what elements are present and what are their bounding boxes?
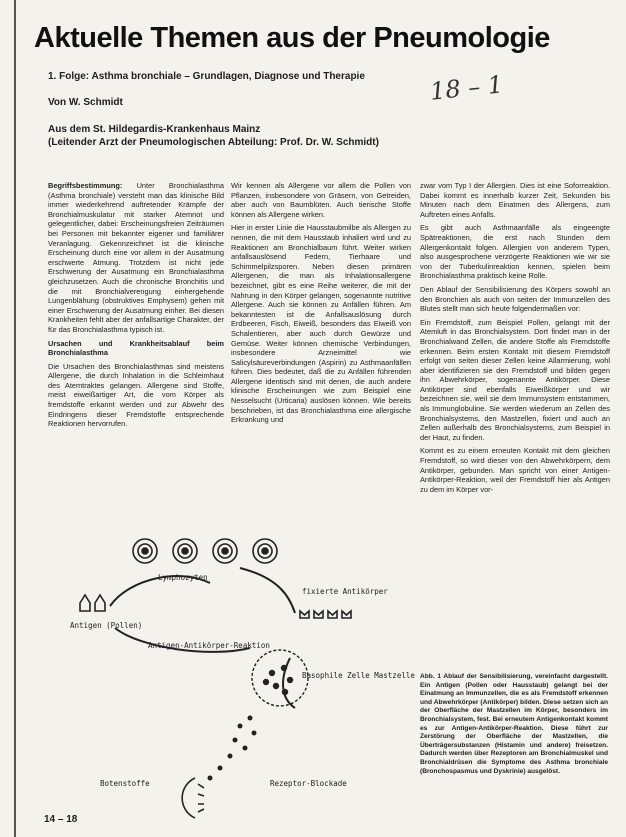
antibody-icon — [300, 611, 351, 618]
antigen-icon — [80, 595, 105, 611]
article-subtitle: 1. Folge: Asthma bronchiale – Grundlagen, Diagnose und Therapie — [48, 71, 365, 82]
paragraph: Die Ursachen des Bronchialasthmas sind meistens Allergene, die durch Inhalation in die Schleimhaut des Atemtraktes gelangen. Allergene sind Stoffe, meist eiweißartiger Art, die vom Körper als fremdstoffe erkannt werden und zur Abwehr des Eindringens dieser Fremdstoffe entsprechende Reaktionen hervorrufen. — [48, 361, 224, 429]
definition-text: Unter Bronchialasthma (Asthma bronchiale) versteht man das klinische Bild immer wiederkehrend auftretender Krämpfe der Bronchialmuskulatur mit starker Atemnot und gelegentlicher, dabei: Erscheinungsfreien Zeiträumen bei Personen mit bekannter eigener und familiärer Veranlagung. Gekennzeichnet ist die klinische Erscheinung durch eine vor allem in der Ausatmung erschwerte Atmung. Trotzdem ist nicht jede Erschwerung der Ausatmung ein Bronchialasthma gleichzusetzen. Auch die chronische Bronchitis und die mit Bronchialverengung einhergehende Lungenblähung (obstruktives Emphysem) gehen mit einer Erschwerung der Ausatmung einher. Bei diesen Krankheiten fehlt aber der anfallsartige Charakter, der für das Bronchialasthma typisch ist. — [48, 181, 224, 334]
paragraph: Den Ablauf der Sensibilisierung des Körpers sowohl an den Bronchien als auch von seiten der Immunzellen des Blutes stellt man sich heute folgendermaßen vor: — [420, 284, 610, 314]
mediator-granules — [208, 716, 257, 781]
label-lymphocytes: Lymphozyten — [158, 573, 208, 582]
sensitization-diagram — [40, 528, 415, 823]
flow-arrows — [110, 568, 295, 708]
paragraph: Es gibt auch Asthmaanfälle als eingeengte Spätreaktionen, die erst nach Stunden dem Allergenkontakt folgen. Allergien von anderem Typen, also ausgesprochene verzögerte Reaktionen wie wir sie von der Tuberkulinreaktion kennen, spielen beim Bronchialasthma praktisch keine Rolle. — [420, 223, 610, 281]
label-reaction-1: Antigen-Antikörper-Reaktion — [148, 641, 270, 650]
section-heading: Ursachen und Krankheitsablauf beim Bronchialasthma — [48, 338, 224, 358]
page-edge — [14, 0, 16, 837]
paragraph — [48, 181, 224, 335]
article-author: Von W. Schmidt — [48, 97, 123, 108]
paragraph: Hier in erster Linie die Hausstaubmilbe als Allergen zu nennen, die mit dem Hausstaub inhaliert wird und zu Reaktionen am Bronchialbaum führt. Weiter wirken anfallsauslösend Federn, Tierhaare und Schimmelpilzsporen. Neben diesen primären Allergenen, die man als Inhalationsallergene bezeichnet, gibt es eine Reihe weiterer, die mit der Nahrung in den Körper gelangen, sogenannte nutritive Allergene. Auch sie können zu Anfällen führen. Am bekanntesten ist die Anfallsauslösung durch Erdbeeren, Fisch, Eiweiß, besonders das Eiweiß von Schalentieren, aber auch durch Gewürze und Gemüse. Weiter können chemische Verbindungen, insbesondere Arzneimittel wie Salicylsäureverbindungen (Aspirin) zu Asthmaanfällen führen. Dies bedeutet, daß die zu Anfällen führenden Allergene identisch sind mit denen, die auch andere klinische Erscheinungen wie zum Beispiel eine Nesselsucht (Urticaria) auslösen können. Wie bereits beschrieben, ist das Bronchialasthma eine allergische Erkrankung und — [231, 223, 411, 425]
text-column-1 — [48, 181, 224, 433]
affiliation-line-2: (Leitender Arzt der Pneumologischen Abteilung: Prof. Dr. W. Schmidt) — [48, 137, 379, 148]
handwritten-note: 18 – 1 — [428, 70, 505, 106]
text-column-3 — [420, 181, 610, 498]
page-folio: 14 – 18 — [44, 814, 78, 825]
paragraph: Ein Fremdstoff, zum Beispiel Pollen, gelangt mit der Atemluft in das Bronchialsystem. Dort findet man in der Bronchialwand Zellen, die andere Stoffe als Fremdstoffe erkennen. Beim ersten Kontakt mit diesem Fremdstoff erfolgt von seiten dieser Zellen keine Allarmierung, wohl aber identifizieren sie den Fremdstoff und bilden gegen ihn Abwehrkörper, sogenannte Antikörper. Diese Antikörper sind ebenfalls Eiweißkörper und wir bezeichnen sie, weil sie dem Immunsystem entstammen, als Immunglobuline. Sie werden wiederum an Zellen des Bronchialsystems, den Mastzellen, fixiert und auch an Zellen außerhalb des Bronchialsystems, zum Beispiel in der Haut, zu finden. — [420, 317, 610, 442]
label-antigen: Antigen (Pollen) — [70, 621, 143, 630]
text-column-2 — [231, 181, 411, 429]
figure-caption: Abb. 1 Ablauf der Sensibilisierung, vereinfacht dargestellt. Ein Antigen (Pollen oder Hausstaub) gelangt bei der Einatmung an Immunzellen, die es als Fremdstoff erkennen und Abwehrkörper (Antikörper) bilden. Diese setzen sich an der Oberfläche der Mastzellen im Körper, besonders im Bronchialsystem, fest. Bei erneutem Antigenkontakt kommt es zur Antigen-Antikörper-Reaktion. Diese führt zur Zerstörung der Oberfläche der Mastzellen, die Überträgersubstanzen (Histamin und andere) freisetzen. Dadurch werden über Rezeptoren am Bronchialmuskel und Bronchialdrüsen die Symptome des Asthma bronchiale (Bronchospasmus und Dyskrinie) ausgelöst. — [420, 673, 608, 775]
paragraph: zwar vom Typ I der Allergien. Dies ist eine Soforreaktion. Dabei kommt es innerhalb kurzer Zeit, Sekunden bis Minuten nach dem Einatmen des Allergens, zum Auftreten eines Anfalls. — [420, 181, 610, 219]
article-title: Aktuelle Themen aus der Pneumologie — [34, 22, 550, 54]
mast-cell — [252, 650, 308, 706]
label-mediators: Botenstoffe — [100, 779, 150, 788]
label-mastcell: Basophile Zelle Mastzelle — [302, 671, 415, 680]
lymphocyte-cells — [133, 539, 277, 563]
paragraph: Kommt es zu einem erneuten Kontakt mit dem gleichen Fremdstoff, so wird dieser von den Abwehrkörpern, dem Antikörper, gebunden. Man spricht von einer Antigen-Antikörper-Reaktion, weil der Fremdstoff hier als Antigen zu dem im Körper vor- — [420, 446, 610, 494]
article-affiliation — [48, 123, 379, 149]
definition-lead: Begriffsbestimmung: — [48, 181, 123, 190]
bronchial-cell — [182, 778, 204, 818]
label-antibody: fixierte Antikörper — [302, 587, 388, 596]
paragraph: Wir kennen als Allergene vor allem die Pollen von Pflanzen, insbesondere von Gräsern, von Getreiden, aber auch von Baumblüten. Auch tierische Stoffe können als Allergene wirken. — [231, 181, 411, 219]
affiliation-line-1: Aus dem St. Hildegardis-Krankenhaus Mainz — [48, 124, 261, 135]
label-receptor: Rezeptor-Blockade — [270, 779, 347, 788]
